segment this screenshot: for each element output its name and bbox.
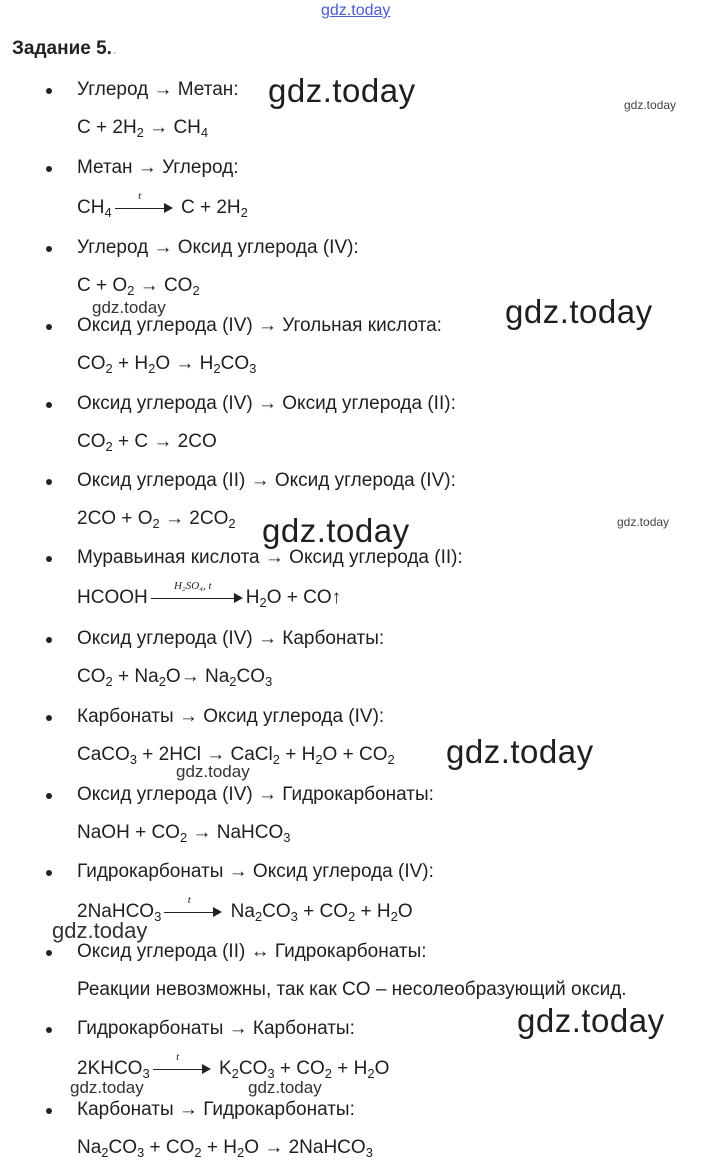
arrow-icon: t [115, 202, 173, 214]
arrow-icon: t [164, 906, 222, 918]
reaction-equation: HCOOH H₂SO₄, t $H_2O$ + CO↑ [77, 579, 342, 610]
bullet-icon [46, 88, 52, 94]
reaction-equation: $C + 2H_2 \to CH_4$ [77, 117, 209, 140]
watermark-small: gdz.today [624, 98, 677, 112]
reaction-heading: Оксид углерода (II) → Оксид углерода (IV): [77, 470, 456, 491]
watermark-big: gdz.today [505, 293, 653, 330]
reaction-equation: CaCO$_3$ + 2HCl → CaCl$_2$ + $H_2O + CO_2$ [77, 744, 395, 767]
bullet-icon [46, 950, 52, 956]
reaction-heading: Оксид углерода (IV) → Гидрокарбонаты: [77, 784, 434, 805]
reaction-heading: Оксид углерода (IV) → Карбонаты: [77, 628, 385, 649]
bullet-icon [46, 246, 52, 252]
reaction-heading: Углерод → Метан: [77, 79, 239, 100]
watermark-mid: gdz.today [248, 1078, 322, 1097]
bullet-icon [46, 556, 52, 562]
watermark-big: gdz.today [446, 733, 594, 770]
reaction-heading: Оксид углерода (II) ↔ Гидрокарбонаты: [77, 941, 427, 962]
reaction-equation: $CO_2 + Na_2O\to Na_2CO_3$ [77, 666, 273, 689]
watermark-mid: gdz.today [70, 1078, 144, 1097]
bullet-icon [46, 1027, 52, 1033]
bullet-icon [46, 324, 52, 330]
reaction-heading: Гидрокарбонаты → Оксид углерода (IV): [77, 861, 434, 882]
reaction-equation: $CO_2 + H_2O \to H_2CO_3$ [77, 353, 257, 376]
watermark-top: gdz.today [321, 2, 391, 19]
watermark-mid: gdz.today [52, 918, 148, 943]
watermark-mid: gdz.today [92, 298, 166, 317]
reaction-heading: Метан → Углерод: [77, 157, 239, 178]
watermark-small: gdz.today [617, 515, 670, 529]
reaction-heading: Карбонаты → Оксид углерода (IV): [77, 706, 385, 727]
bullet-icon [46, 479, 52, 485]
task-title: Задание 5.. [12, 38, 118, 59]
reaction-equation: $CO_2 + C \to 2CO$ [77, 431, 217, 454]
reaction-equation: $2KHCO_3$ t $K_2CO_3 + CO_2 + H_2O$ [77, 1050, 390, 1081]
reaction-heading: Карбонаты → Гидрокарбонаты: [77, 1099, 355, 1120]
watermark-big: gdz.today [262, 512, 410, 549]
reaction-equation: 2NaHCO$_3$ t $Na_2CO_3 + CO_2 + H_2O$ [77, 893, 413, 924]
reaction-equation: $Na_2CO_3 + CO_2 + H_2O$ → 2NaHCO$_3$ [77, 1137, 373, 1160]
arrow-icon: t [153, 1063, 211, 1075]
reaction-equation: $CH_4$ t $C + 2H_2$ [77, 189, 248, 220]
bullet-icon [46, 715, 52, 721]
reaction-heading: Гидрокарбонаты → Карбонаты: [77, 1018, 355, 1039]
bullet-icon [46, 1108, 52, 1114]
bullet-icon [46, 402, 52, 408]
watermark-big: gdz.today [268, 72, 416, 109]
reaction-equation: $2CO + O_2 \to 2CO_2$ [77, 508, 236, 531]
reaction-heading: Оксид углерода (IV) → Оксид углерода (II): [77, 393, 456, 414]
task-title-text: Задание 5. [12, 38, 112, 59]
bullet-icon [46, 637, 52, 643]
watermark-big: gdz.today [517, 1002, 665, 1039]
bullet-icon [46, 166, 52, 172]
watermark-mid: gdz.today [176, 762, 250, 781]
arrow-icon: H₂SO₄, t [151, 592, 243, 604]
bullet-icon [46, 793, 52, 799]
reaction-note: Реакции невозможны, так как CO – несолеобразующий оксид. [77, 979, 627, 1000]
reaction-equation: $C + O_2 \to CO_2$ [77, 275, 200, 298]
reaction-heading: Оксид углерода (IV) → Угольная кислота: [77, 315, 442, 336]
bullet-icon [46, 870, 52, 876]
reaction-heading: Углерод → Оксид углерода (IV): [77, 237, 359, 258]
reaction-heading: Муравьиная кислота → Оксид углерода (II): [77, 547, 463, 568]
reaction-equation: NaOH + $CO_2$ → NaHCO$_3$ [77, 822, 291, 845]
